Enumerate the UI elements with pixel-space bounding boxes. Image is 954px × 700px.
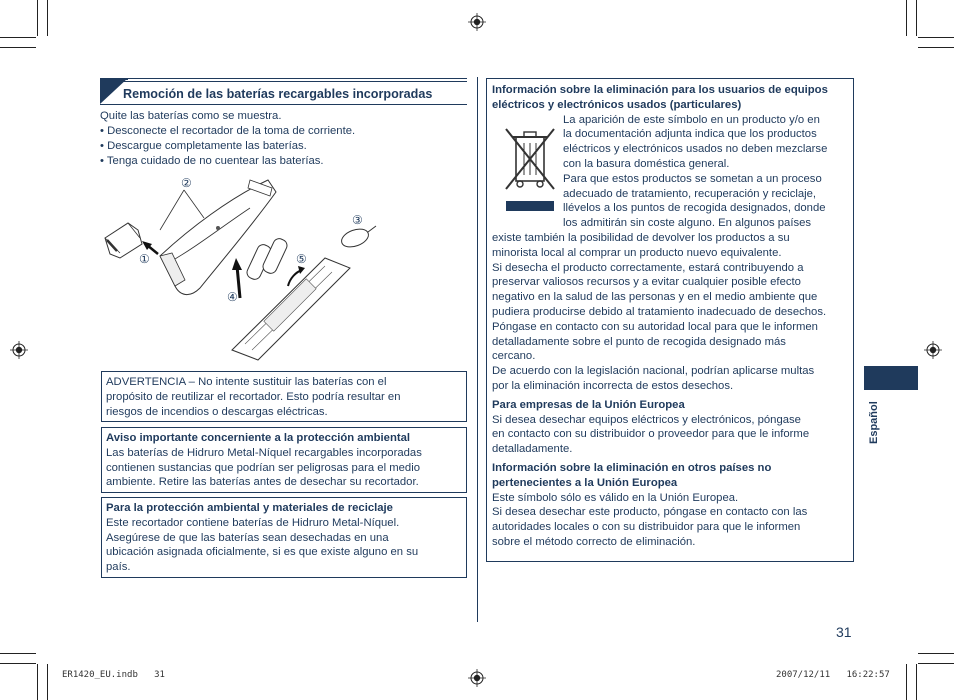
crop-mark xyxy=(47,0,48,36)
body-line: Para que estos productos se sometan a un proceso xyxy=(563,172,822,185)
box-line: Asegúrese de que las baterías sean desechadas en una xyxy=(106,531,389,544)
body-line: en contacto con su distribuidor o proveedor para que le informe xyxy=(492,428,810,441)
body-line: Si desea desechar equipos eléctricos y electrónicos, póngase xyxy=(492,413,801,426)
body-line: la documentación adjunta indica que los productos xyxy=(563,128,817,141)
list-item: • Tenga cuidado de no cuentear las baterías. xyxy=(100,154,324,167)
body-line: Si desea desechar este producto, póngase en contacto con las xyxy=(492,506,808,519)
crop-mark xyxy=(918,653,954,654)
box-title: eléctricos y electrónicos usados (particulares) xyxy=(492,98,742,111)
box-line: contienen sustancias que podrían ser peligrosas para el medio xyxy=(106,461,420,474)
box-line: ambiente. Retire las baterías antes de desechar su recortador. xyxy=(106,476,419,489)
body-line: preservar valiosos recursos y a evitar cualquier posible efecto xyxy=(492,276,801,289)
body-line: pudiera producirse debido al tratamiento inadecuado de desechos. xyxy=(492,305,827,318)
box-title: Para la protección ambiental y materiales de reciclaje xyxy=(106,502,393,514)
body-line: autoridades locales o con su distribuidor para que le informen xyxy=(492,521,801,534)
body-line: detalladamente sobre el punto de recogida designado más xyxy=(492,335,786,348)
environmental-notice-box xyxy=(101,427,467,493)
body-line: negativo en la salud de las personas y en el medio ambiente que xyxy=(492,291,818,304)
body-line: Si desecha el producto correctamente, estará contribuyendo a xyxy=(492,261,804,274)
crop-mark xyxy=(47,664,48,700)
registration-mark-icon xyxy=(10,341,28,359)
crop-mark xyxy=(918,47,954,48)
warning-box xyxy=(101,371,467,422)
body-line: La aparición de este símbolo en un producto y/o en xyxy=(563,113,820,126)
column-divider xyxy=(477,77,478,622)
body-line: los admitirán sin coste alguno. En algunos países xyxy=(563,217,812,230)
crop-mark xyxy=(916,0,917,36)
body-line: existe también la posibilidad de devolver los productos a su xyxy=(492,231,790,244)
registration-mark-icon xyxy=(468,669,486,687)
diagram-label: ④ xyxy=(227,290,238,304)
box-line: Este recortador contiene baterías de Hidruro Metal-Níquel. xyxy=(106,516,400,529)
body-line: con la basura doméstica general. xyxy=(563,157,730,170)
language-tab xyxy=(864,366,918,390)
registration-mark-icon xyxy=(924,341,942,359)
list-item: • Desconecte el recortador de la toma de corriente. xyxy=(100,125,356,137)
crop-mark xyxy=(37,664,38,700)
body-line: eléctricos y electrónicos usados no deben mezclarse xyxy=(563,143,828,156)
recycling-box xyxy=(101,497,467,578)
crop-mark xyxy=(906,664,907,700)
crop-mark xyxy=(916,664,917,700)
section-rule xyxy=(100,104,467,105)
body-line: por la eliminación incorrecta de estos desechos. xyxy=(492,379,734,392)
battery-removal-diagram xyxy=(100,168,380,364)
box-line: ubicación asignada oficialmente, si es que existe alguno en su xyxy=(106,546,419,559)
section-rule xyxy=(100,81,467,82)
list-item: • Descargue completamente las baterías. xyxy=(100,139,307,152)
footer-timestamp: 2007/12/11 16:22:57 xyxy=(776,670,890,680)
disposal-info-box xyxy=(486,78,854,562)
blade-head-icon xyxy=(105,223,142,258)
crop-mark xyxy=(0,653,36,654)
weee-symbol xyxy=(492,113,563,231)
warning-line: riesgos de incendios o descargas eléctricas. xyxy=(106,405,328,418)
body-line: De acuerdo con la legislación nacional, podrían aplicarse multas xyxy=(492,365,815,378)
box-title: Información sobre la eliminación para los usuarios de equipos xyxy=(492,84,828,96)
crop-mark xyxy=(37,0,38,36)
body-line: sobre el método correcto de eliminación. xyxy=(492,535,696,548)
crop-mark xyxy=(906,0,907,36)
crop-mark xyxy=(0,663,36,664)
bullet-list xyxy=(100,124,355,168)
body-line: minorista local al comprar un producto nuevo equivalente. xyxy=(492,246,782,259)
body-line: Este símbolo sólo es válido en la Unión Europea. xyxy=(492,491,739,504)
diagram-label: ① xyxy=(139,252,150,266)
crop-mark xyxy=(0,47,36,48)
box-title: Aviso importante concerniente a la protección ambiental xyxy=(106,432,411,444)
batteries-icon xyxy=(245,237,289,282)
subsection-title: Información sobre la eliminación en otros países no xyxy=(492,461,772,474)
body-line: detalladamente. xyxy=(492,443,573,456)
crossed-bin-icon xyxy=(500,123,560,215)
diagram-label: ③ xyxy=(352,213,363,227)
body-line: llévelos a los puntos de recogida designados, donde xyxy=(563,202,826,215)
box-line: Las baterías de Hidruro Metal-Níquel recargables incorporadas xyxy=(106,446,422,459)
diagram-label: ⑤ xyxy=(296,252,307,266)
body-line: adecuado de tratamiento, recuperación y reciclaje, xyxy=(563,187,817,200)
box-line: país. xyxy=(106,561,131,574)
subsection-title: Para empresas de la Unión Europea xyxy=(492,398,685,411)
warning-line: propósito de reutilizar el recortador. Esto podría resultar en xyxy=(106,390,401,403)
section-title: Remoción de las baterías recargables incorporadas xyxy=(123,87,433,101)
end-cap-icon xyxy=(339,226,376,251)
footer-file-info: ER1420_EU.indb 31 xyxy=(62,670,165,680)
crop-mark xyxy=(0,37,36,38)
diagram-label: ② xyxy=(181,176,192,190)
warning-line: ADVERTENCIA – No intente sustituir las baterías con el xyxy=(106,376,387,388)
body-line: Póngase en contacto con su autoridad local para que le informen xyxy=(492,320,818,333)
language-label: Español xyxy=(868,401,880,444)
crop-mark xyxy=(918,37,954,38)
subsection-title: pertenecientes a la Unión Europea xyxy=(492,476,678,489)
page-number: 31 xyxy=(836,624,852,640)
section-rule xyxy=(100,78,467,79)
registration-mark-icon xyxy=(468,13,486,31)
crop-mark xyxy=(918,663,954,664)
intro-text: Quite las baterías como se muestra. xyxy=(100,110,282,122)
body-line: cercano. xyxy=(492,350,536,363)
